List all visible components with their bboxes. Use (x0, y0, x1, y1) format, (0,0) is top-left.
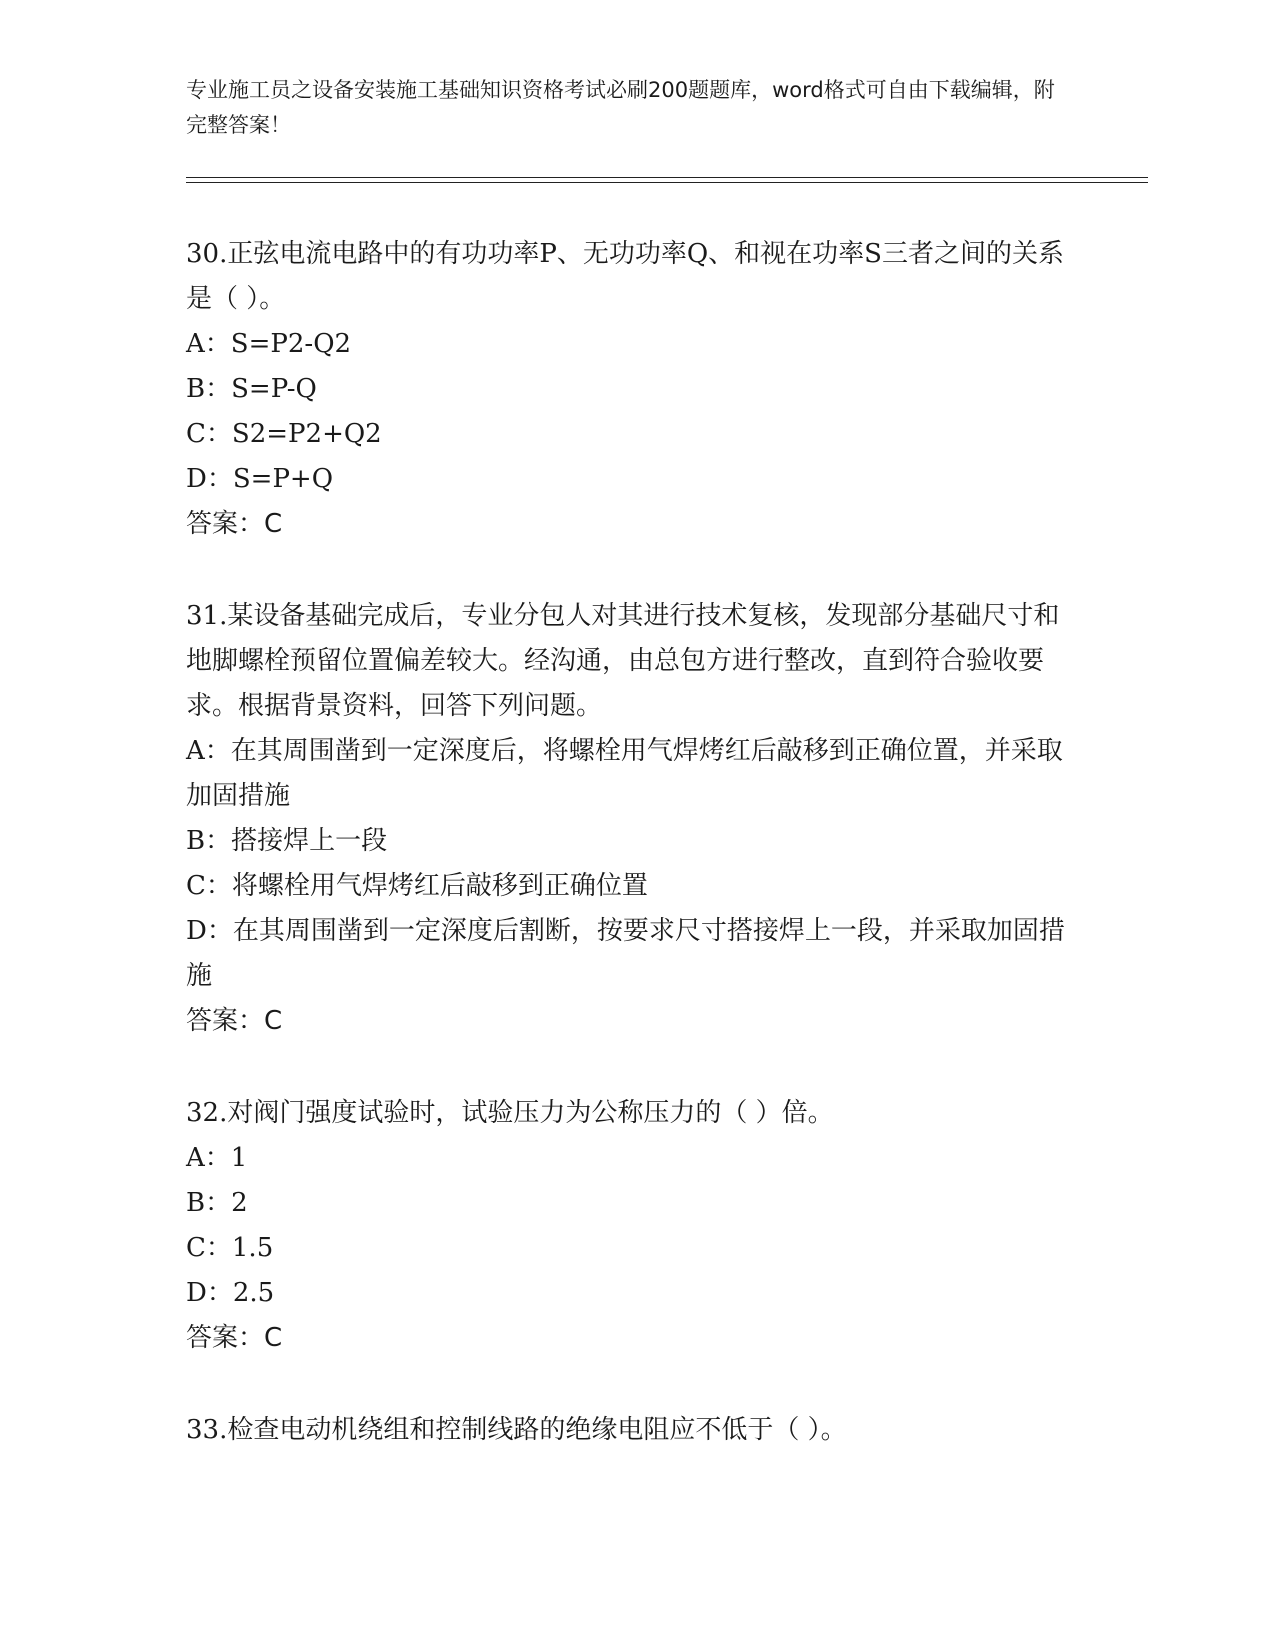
question-stem: 30.正弦电流电路中的有功功率P、无功功率Q、和视在功率S三者之间的关系是（ ）。 (186, 239, 1064, 314)
option-b: B：S=P-Q (186, 374, 317, 404)
option-b: B：2 (186, 1188, 248, 1218)
option-c: C：S2=P2+Q2 (186, 419, 382, 449)
question-stem: 32.对阀门强度试验时，试验压力为公称压力的（ ）倍。 (186, 1098, 834, 1128)
question-32 (186, 1091, 1066, 1361)
question-stem: 33.检查电动机绕组和控制线路的绝缘电阻应不低于（ ）。 (186, 1415, 847, 1445)
page-header: 专业施工员之设备安装施工基础知识资格考试必刷200题题库，word格式可自由下载编辑，附完整答案！ (186, 78, 1055, 137)
answer-line: 答案：C (186, 509, 283, 539)
header-divider-top (186, 177, 1148, 178)
option-d: D：2.5 (186, 1278, 275, 1308)
option-a: A：S=P2-Q2 (186, 329, 352, 359)
option-a: A：1 (186, 1143, 248, 1173)
option-d: D：在其周围凿到一定深度后割断，按要求尺寸搭接焊上一段，并采取加固措施 (186, 916, 1065, 991)
option-d: D：S=P+Q (186, 464, 334, 494)
option-c: C：1.5 (186, 1233, 274, 1263)
question-33 (186, 1408, 1066, 1453)
header-divider-bottom (186, 182, 1148, 183)
question-31 (186, 594, 1066, 1044)
question-list (186, 232, 1066, 1500)
answer-line: 答案：C (186, 1006, 283, 1036)
option-a: A：在其周围凿到一定深度后，将螺栓用气焊烤红后敲移到正确位置，并采取加固措施 (186, 736, 1063, 811)
option-b: B：搭接焊上一段 (186, 826, 388, 856)
option-c: C：将螺栓用气焊烤红后敲移到正确位置 (186, 871, 648, 901)
question-30 (186, 232, 1066, 547)
question-stem: 31.某设备基础完成后，专业分包人对其进行技术复核，发现部分基础尺寸和地脚螺栓预留位置偏差较大。经沟通，由总包方进行整改，直到符合验收要求。根据背景资料，回答下列问题。 (186, 601, 1060, 721)
answer-line: 答案：C (186, 1323, 283, 1353)
